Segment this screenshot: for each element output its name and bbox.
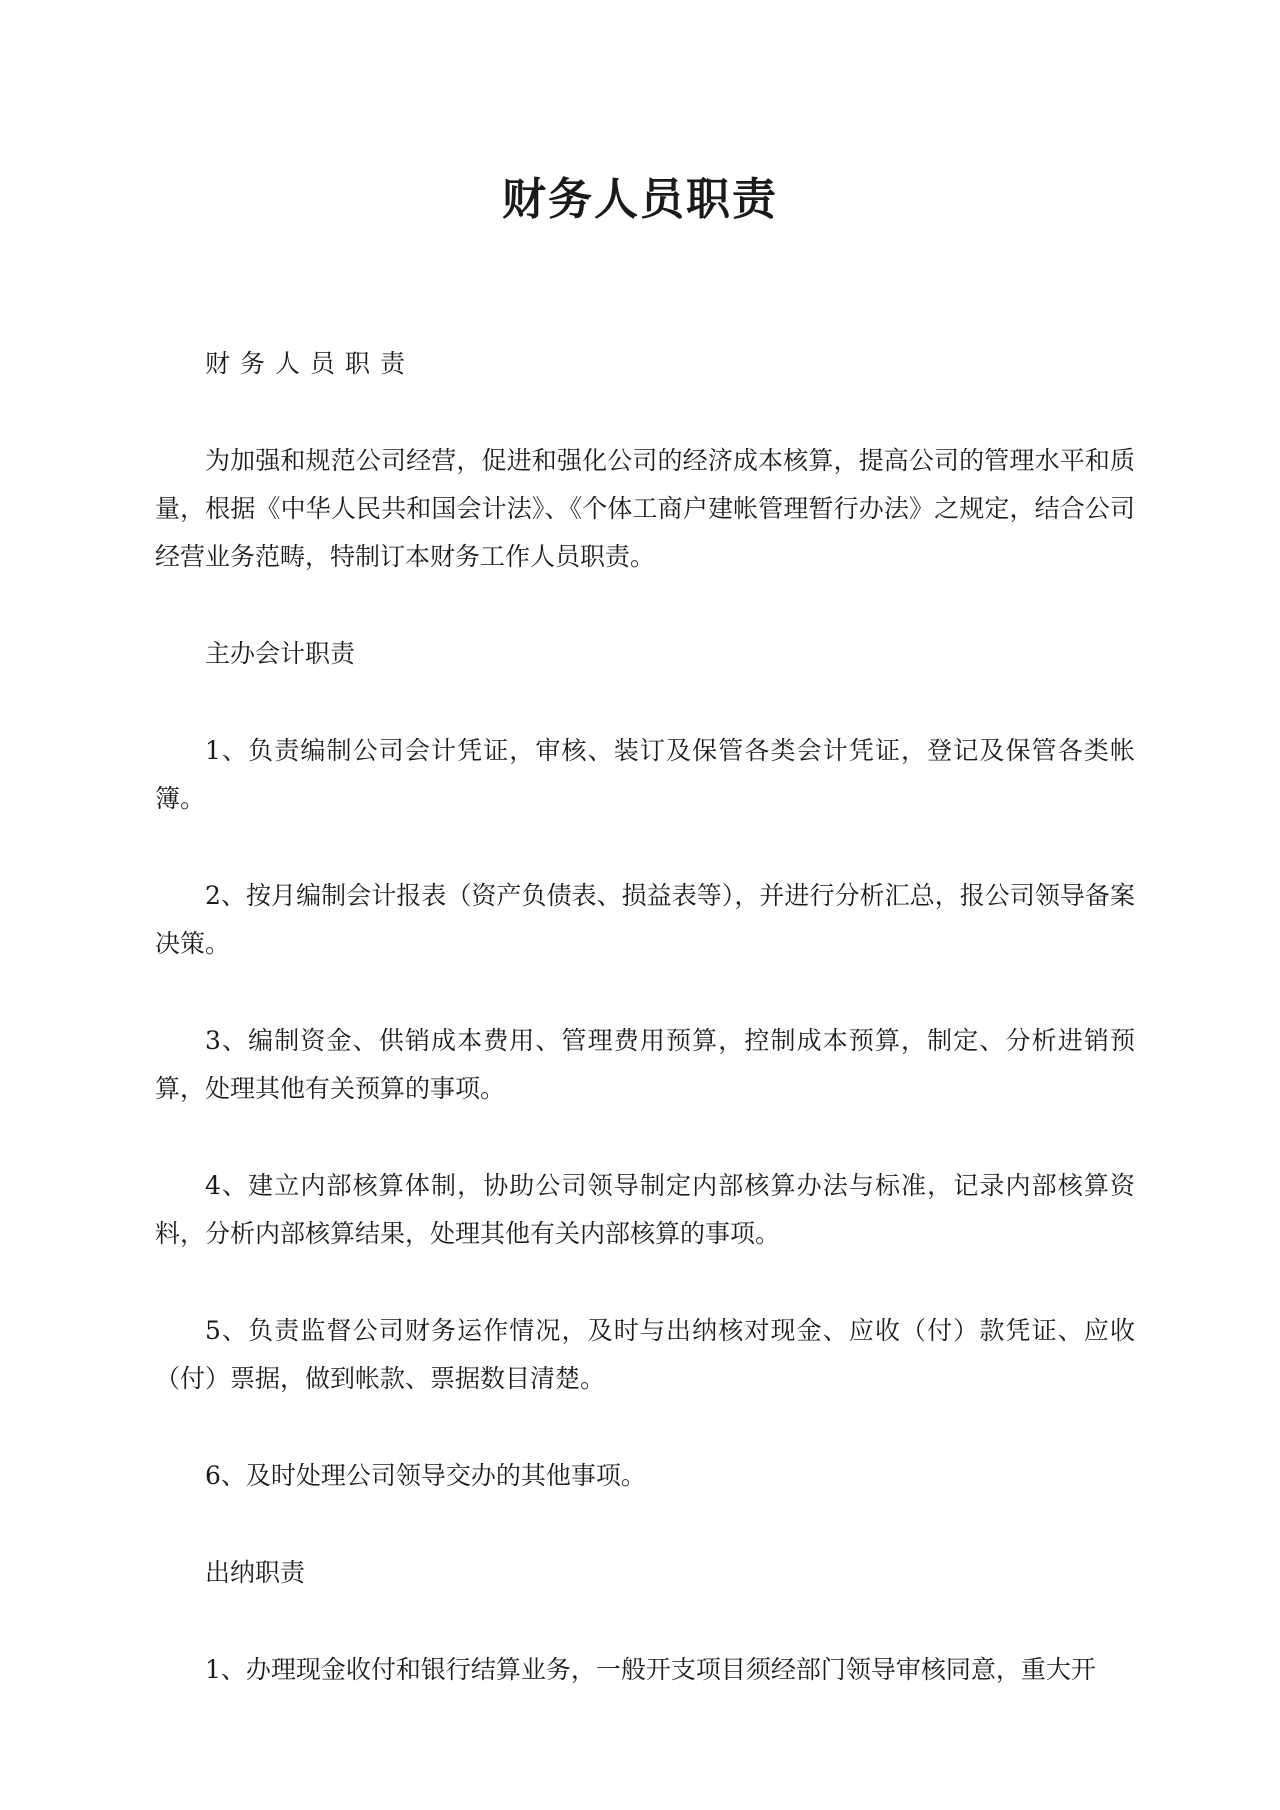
duty-item-4: 4、建立内部核算体制，协助公司领导制定内部核算办法与标准，记录内部核算资料，分析内部核算结果，处理其他有关内部核算的事项。 (155, 1171, 1135, 1248)
document-title: 财务人员职责 (502, 174, 778, 225)
section-heading-finance-staff: 财务人员职责 (205, 349, 416, 378)
duty-item-1: 1、负责编制公司会计凭证，审核、装订及保管各类会计凭证，登记及保管各类帐簿。 (155, 736, 1135, 813)
duty-item-6: 6、及时处理公司领导交办的其他事项。 (205, 1461, 646, 1490)
duty-item-2: 2、按月编制会计报表（资产负债表、损益表等），并进行分析汇总，报公司领导备案决策。 (155, 881, 1135, 958)
duty-item-3: 3、编制资金、供销成本费用、管理费用预算，控制成本预算，制定、分析进销预算，处理其他有关预算的事项。 (155, 1026, 1135, 1103)
section-heading-cashier: 出纳职责 (205, 1558, 306, 1587)
document-body (155, 340, 1135, 1694)
intro-paragraph: 为加强和规范公司经营，促进和强化公司的经济成本核算，提高公司的管理水平和质量，根据《中华人民共和国会计法》、《个体工商户建帐管理暂行办法》之规定，结合公司经营业务范畴，特制订本财务工作人员职责。 (155, 446, 1135, 571)
cashier-duty-item-1: 1、办理现金收付和银行结算业务，一般开支项目须经部门领导审核同意，重大开 (205, 1655, 1096, 1684)
duty-item-5: 5、负责监督公司财务运作情况，及时与出纳核对现金、应收（付）款凭证、应收（付）票据，做到帐款、票据数目清楚。 (155, 1316, 1135, 1393)
section-heading-chief-accountant: 主办会计职责 (205, 639, 356, 668)
